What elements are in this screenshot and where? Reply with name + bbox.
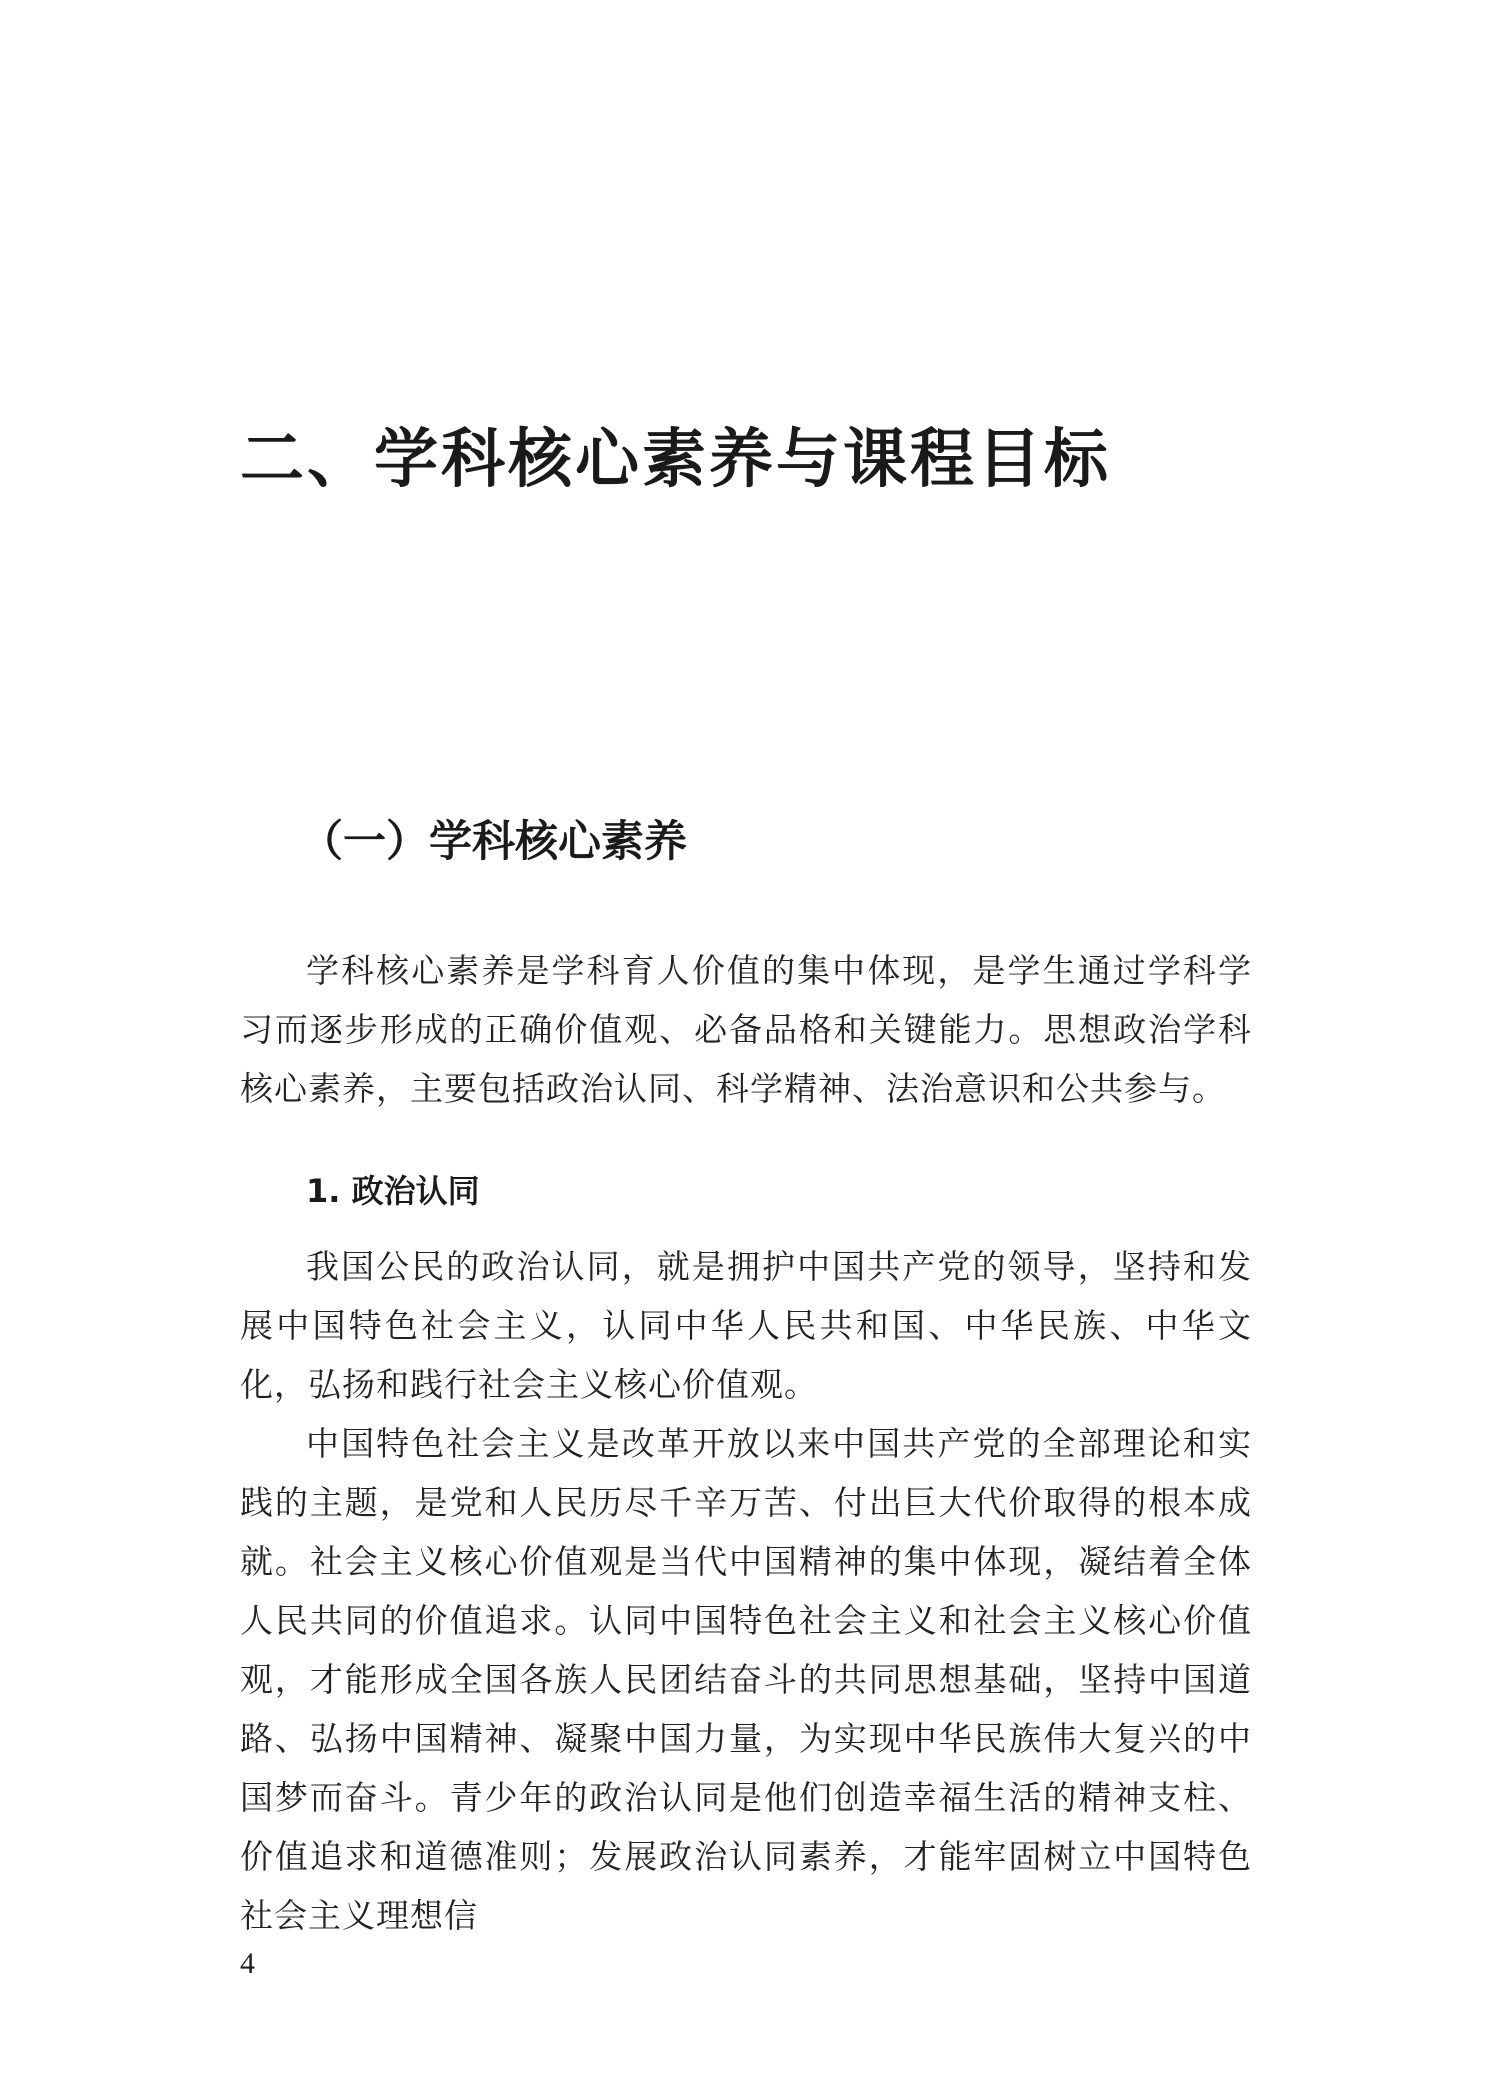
subsection-heading: 1. 政治认同 — [306, 1172, 480, 1210]
body-paragraph-2: 中国特色社会主义是改革开放以来中国共产党的全部理论和实践的主题，是党和人民历尽千辛万苦、付出巨大代价取得的根本成就。社会主义核心价值观是当代中国精神的集中体现，凝结着全体人民共同的价值追求。认同中国特色社会主义和社会主义核心价值观，才能形成全国各族人民团结奋斗的共同思想基础，坚持中国道路、弘扬中国精神、凝聚中国力量，为实现中华民族伟大复兴的中国梦而奋斗。青少年的政治认同是他们创造幸福生活的精神支柱、价值追求和道德准则；发展政治认同素养，才能牢固树立中国特色社会主义理想信 — [240, 1424, 1252, 1935]
intro-paragraph: 学科核心素养是学科育人价值的集中体现，是学生通过学科学习而逐步形成的正确价值观、必备品格和关键能力。思想政治学科核心素养，主要包括政治认同、科学精神、法治意识和公共参与。 — [240, 951, 1252, 1108]
chapter-title: 二、学科核心素养与课程目标 — [240, 423, 1111, 497]
page-number: 4 — [240, 1947, 255, 1980]
section-title: （一）学科核心素养 — [300, 817, 687, 867]
body-paragraph-1: 我国公民的政治认同，就是拥护中国共产党的领导，坚持和发展中国特色社会主义，认同中华人民共和国、中华民族、中华文化，弘扬和践行社会主义核心价值观。 — [240, 1247, 1252, 1404]
